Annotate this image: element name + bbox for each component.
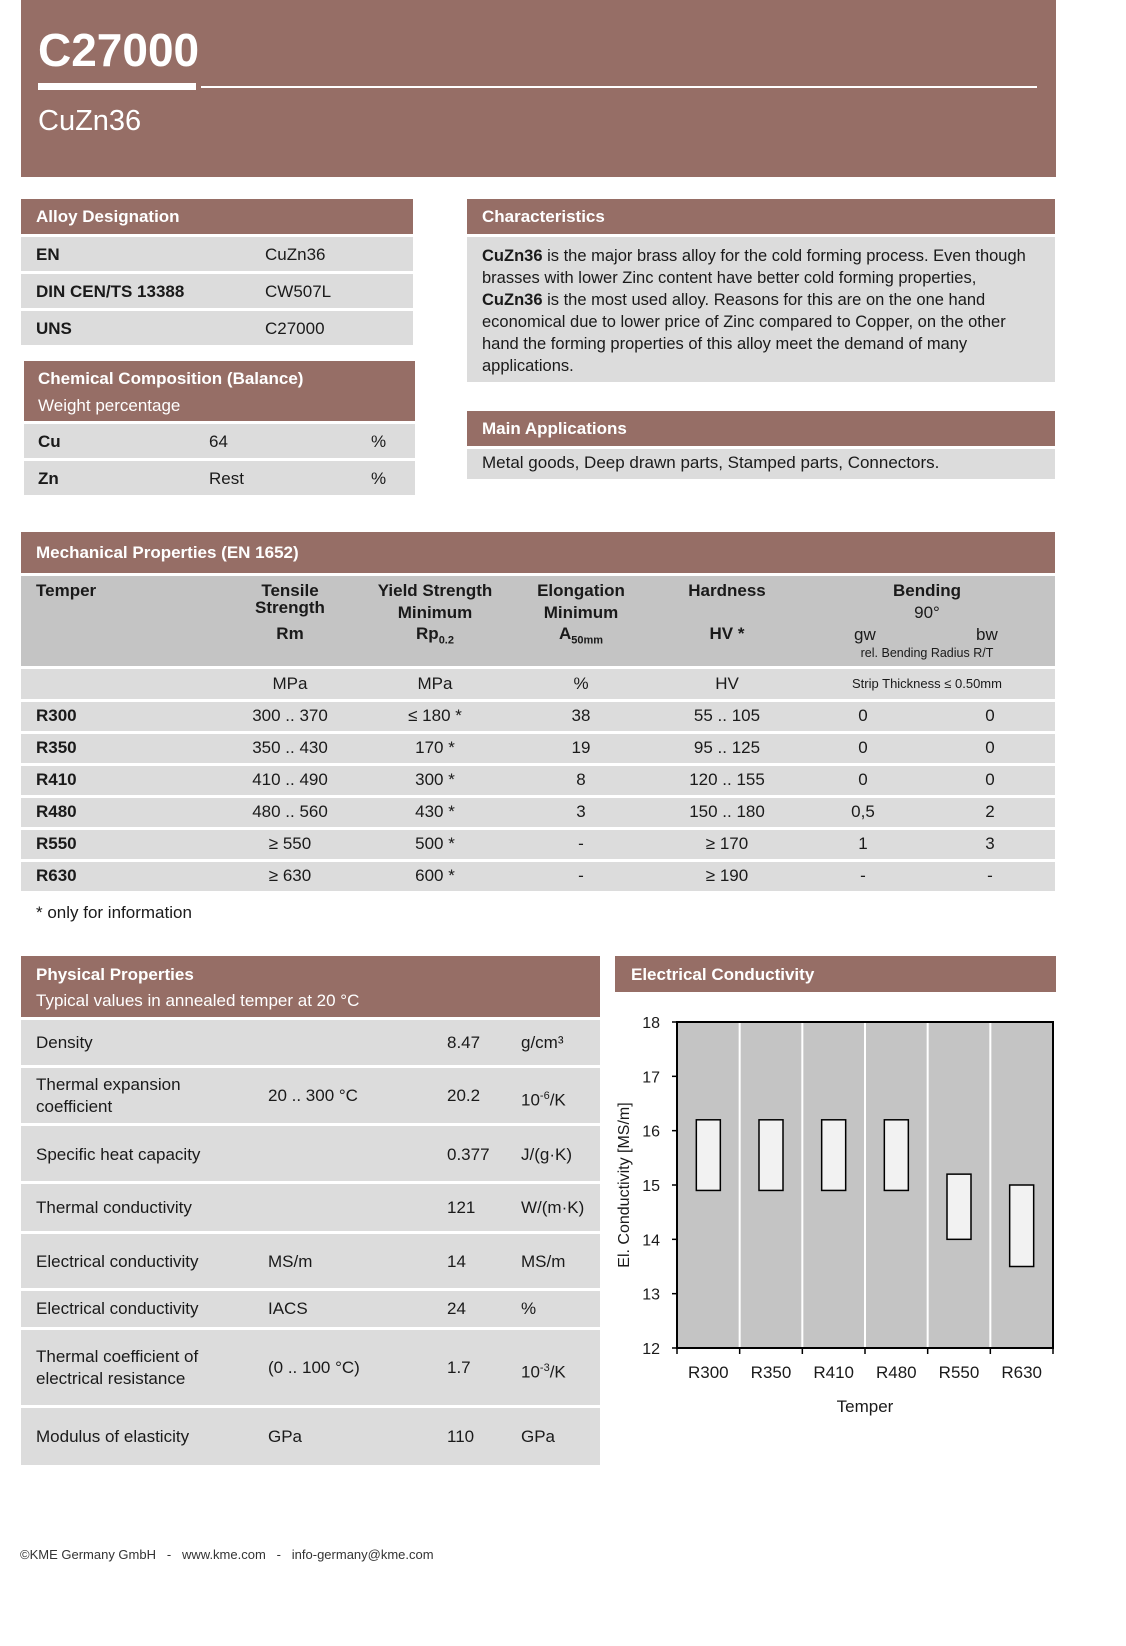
mech-elongation: 8 [576, 770, 586, 789]
chem-unit: % [371, 432, 387, 451]
phys-unit: g/cm³ [521, 1033, 564, 1052]
mech-temper: R550 [36, 834, 77, 853]
phys-value: 20.2 [447, 1086, 481, 1105]
phys-label: electrical resistance [36, 1369, 186, 1388]
y-tick-label: 15 [642, 1178, 660, 1195]
mechanical-header [21, 532, 1055, 573]
mech-temper: R300 [36, 706, 77, 725]
mech-temper: R480 [36, 802, 77, 821]
y-tick-label: 18 [642, 1015, 660, 1032]
unit-hardness: HV [715, 674, 739, 693]
y-tick-label: 13 [642, 1286, 660, 1304]
mech-tensile: ≥ 630 [268, 866, 312, 885]
mech-tensile: 480 .. 560 [252, 802, 328, 821]
mech-row [21, 830, 1055, 859]
phys-row-electrical-conductivity-iacs [21, 1291, 600, 1327]
mech-gw: 0,5 [851, 802, 875, 821]
title-underline-thick [38, 83, 196, 90]
col-hardness-1: Hardness [688, 581, 766, 600]
applications-body [467, 449, 1055, 479]
phys-label: Electrical conductivity [36, 1252, 199, 1271]
mech-elongation: 19 [571, 738, 591, 757]
characteristics-line: hand the forming properties of this alloy meet the demand of many [482, 335, 968, 353]
x-tick-label: R300 [688, 1363, 729, 1382]
phys-condition: 20 .. 300 °C [268, 1086, 358, 1105]
mech-row [21, 734, 1055, 763]
strip-thickness-note: Strip Thickness ≤ 0.50mm [852, 676, 1002, 691]
mech-hardness: 120 .. 155 [689, 770, 765, 789]
conductivity-range-bar [884, 1120, 908, 1191]
mechanical-units-row [21, 669, 1055, 699]
chart-header [615, 956, 1056, 992]
phys-unit: GPa [521, 1427, 556, 1446]
chem-row-cu [24, 424, 415, 458]
col-hardness-3: HV * [709, 624, 745, 643]
header-banner [21, 0, 1056, 177]
mech-hardness: ≥ 190 [705, 866, 749, 885]
alloy-value: C27000 [265, 319, 325, 338]
alloy-label: DIN CEN/TS 13388 [36, 282, 185, 301]
col-bending-gw: gw [854, 625, 876, 644]
phys-label: Electrical conductivity [36, 1299, 199, 1318]
alloy-row-uns [21, 311, 413, 345]
phys-value: 14 [447, 1252, 466, 1271]
y-tick-label: 14 [642, 1232, 660, 1250]
chart-panel-title: Electrical Conductivity [631, 965, 815, 984]
conductivity-range-bar [822, 1120, 846, 1191]
y-tick-label: 17 [642, 1069, 660, 1087]
phys-label: Modulus of elasticity [36, 1427, 190, 1446]
mech-hardness: 95 .. 125 [693, 738, 761, 757]
mech-gw: 0 [858, 706, 868, 725]
phys-label: Density [36, 1033, 93, 1052]
x-axis-label: Temper [836, 1397, 894, 1416]
alloy-value: CuZn36 [265, 245, 326, 264]
physical-subtitle: Typical values in annealed temper at 20 °C [36, 991, 360, 1010]
phys-row-electrical-conductivity-ms [21, 1234, 600, 1288]
applications-text: Metal goods, Deep drawn parts, Stamped parts, Connectors. [482, 453, 940, 472]
title-rule [201, 86, 1037, 88]
col-yield-2: Minimum [397, 603, 473, 622]
mech-row [21, 766, 1055, 795]
applications-title: Main Applications [482, 419, 627, 438]
characteristics-line: brasses with lower Zinc content have better cold forming properties, [482, 269, 977, 287]
mech-gw: 1 [858, 834, 868, 853]
col-tensile-3: Rm [276, 624, 304, 643]
x-tick-label: R480 [876, 1363, 917, 1382]
mech-tensile: 410 .. 490 [252, 770, 328, 789]
phys-unit: $10^{-6}/K$ [521, 1090, 566, 1110]
alloy-row-en [21, 237, 413, 271]
col-elong-1: Elongation [537, 581, 625, 600]
chem-value: Rest [209, 469, 244, 488]
phys-label: coefficient [36, 1097, 113, 1116]
unit-yield: MPa [417, 674, 453, 693]
mech-hardness: ≥ 170 [705, 834, 749, 853]
characteristics-line: CuZn36 is the major brass alloy for the cold forming process. Even though [482, 247, 1026, 265]
col-bending-1: Bending [893, 581, 961, 600]
mech-tensile: ≥ 550 [268, 834, 312, 853]
characteristics-line: CuZn36 is the most used alloy. Reasons for this are on the one hand [482, 291, 986, 309]
phys-unit: W/(m·K) [521, 1198, 585, 1217]
y-tick-label: 16 [642, 1123, 660, 1141]
phys-value: 1.7 [447, 1358, 471, 1377]
mech-tensile: 300 .. 370 [252, 706, 328, 725]
phys-row-modulus [21, 1408, 600, 1465]
col-bending-2: 90° [914, 603, 940, 622]
chemical-title: Chemical Composition (Balance) [38, 369, 304, 388]
phys-row-thermal-coefficient [21, 1330, 600, 1405]
mech-temper: R410 [36, 770, 77, 789]
mech-yield: 500 * [415, 834, 455, 853]
alloy-ref: CuZn36 [482, 291, 543, 309]
mech-row [21, 798, 1055, 827]
physical-title: Physical Properties [36, 965, 194, 984]
phys-row-thermal-conductivity [21, 1184, 600, 1231]
col-elong-2: Minimum [543, 603, 619, 622]
col-yield-3: $Rp_{0.2}$ [416, 624, 454, 647]
characteristics-header [467, 199, 1055, 234]
phys-condition: GPa [268, 1427, 303, 1446]
physical-header [21, 956, 600, 1017]
x-tick-label: R350 [750, 1363, 792, 1382]
conductivity-range-bar [759, 1120, 783, 1191]
mech-gw: 0 [858, 770, 868, 789]
mech-elongation: 38 [571, 706, 591, 725]
mechanical-title: Mechanical Properties (EN 1652) [36, 543, 299, 562]
phys-value: 0.377 [447, 1145, 490, 1164]
col-tensile-1: Tensile [261, 581, 319, 600]
mech-elongation: - [578, 866, 584, 885]
alloy-label: EN [36, 245, 60, 264]
phys-row-thermal-expansion [21, 1068, 600, 1123]
conductivity-range-bar [947, 1174, 971, 1239]
mech-tensile: 350 .. 430 [252, 738, 328, 757]
mechanical-column-headers [21, 576, 1055, 666]
mech-temper: R350 [36, 738, 77, 757]
mech-yield: ≤ 180 * [408, 706, 462, 725]
phys-value: 24 [447, 1299, 466, 1318]
col-yield-1: Yield Strength [377, 581, 493, 600]
mech-yield: 600 * [415, 866, 455, 885]
x-tick-label: R410 [813, 1363, 854, 1382]
mech-bw: - [987, 866, 993, 885]
phys-unit: $10^{-3}/K$ [521, 1362, 566, 1382]
col-bending-note: rel. Bending Radius R/T [860, 646, 994, 660]
alloy-row-din [21, 274, 413, 308]
conductivity-range-bar [696, 1120, 720, 1191]
applications-header [467, 411, 1055, 446]
mech-gw: 0 [858, 738, 868, 757]
mech-elongation: - [578, 834, 584, 853]
mech-bw: 0 [985, 738, 995, 757]
col-bending-bw: bw [976, 625, 998, 644]
phys-row-heat-capacity [21, 1126, 600, 1181]
alloy-ref: CuZn36 [482, 247, 543, 265]
y-axis-label: El. Conductivity [MS/m] [616, 1102, 633, 1268]
x-tick-label: R550 [938, 1363, 980, 1382]
col-tensile-2: Strength [255, 598, 325, 617]
phys-condition: MS/m [268, 1252, 313, 1271]
mech-hardness: 55 .. 105 [693, 706, 761, 725]
phys-label: Thermal conductivity [36, 1198, 192, 1217]
chemical-subtitle: Weight percentage [38, 396, 181, 415]
phys-label: Thermal coefficient of [36, 1347, 199, 1366]
alloy-label: UNS [36, 319, 72, 338]
col-temper: Temper [36, 581, 97, 600]
characteristics-body [467, 237, 1055, 382]
phys-unit: J/(g·K) [521, 1145, 572, 1164]
alloy-designation-header [21, 199, 413, 234]
unit-elongation: % [573, 674, 589, 693]
mech-row [21, 702, 1055, 731]
mech-gw: - [860, 866, 866, 885]
characteristics-title: Characteristics [482, 207, 605, 226]
mech-yield: 170 * [415, 738, 455, 757]
mech-bw: 0 [985, 770, 995, 789]
conductivity-chart [600, 1000, 1070, 1430]
chem-unit: % [371, 469, 387, 488]
mech-bw: 3 [985, 834, 995, 853]
unit-tensile: MPa [272, 674, 308, 693]
alloy-code: C27000 [38, 24, 200, 76]
phys-unit: % [521, 1299, 537, 1318]
phys-unit: MS/m [521, 1252, 566, 1271]
chem-element: Zn [38, 469, 59, 488]
mech-temper: R630 [36, 866, 77, 885]
phys-row-density [21, 1020, 600, 1065]
mech-yield: 300 * [415, 770, 455, 789]
alloy-value: CW507L [265, 282, 332, 301]
phys-condition: (0 .. 100 °C) [268, 1358, 360, 1377]
mech-bw: 2 [985, 802, 995, 821]
mech-elongation: 3 [576, 802, 586, 821]
characteristics-line: economical due to lower price of Zinc compared to Copper, on the other [482, 313, 1006, 331]
x-tick-label: R630 [1001, 1363, 1042, 1382]
alloy-designation-title: Alloy Designation [36, 207, 180, 226]
mechanical-footnote: * only for information [36, 903, 192, 922]
mech-hardness: 150 .. 180 [689, 802, 765, 821]
alloy-name: CuZn36 [38, 105, 142, 137]
col-elong-3: $A_{50mm}$ [558, 624, 604, 647]
chem-value: 64 [209, 432, 228, 451]
footer: ©KME Germany GmbH - www.kme.com - info-germany@kme.com [20, 1547, 434, 1562]
mech-yield: 430 * [415, 802, 455, 821]
mech-row [21, 862, 1055, 891]
characteristics-line: applications. [482, 357, 574, 375]
phys-value: 110 [447, 1427, 475, 1446]
phys-value: 121 [447, 1198, 476, 1217]
conductivity-range-bar [1010, 1185, 1034, 1267]
phys-label: Specific heat capacity [36, 1145, 201, 1164]
y-tick-label: 12 [642, 1341, 660, 1358]
phys-value: 8.47 [447, 1033, 481, 1052]
chem-element: Cu [38, 432, 61, 451]
mech-bw: 0 [985, 706, 995, 725]
phys-label: Thermal expansion [36, 1075, 181, 1094]
phys-condition: IACS [268, 1299, 308, 1318]
chem-row-zn [24, 461, 415, 495]
chemical-header [24, 361, 415, 421]
